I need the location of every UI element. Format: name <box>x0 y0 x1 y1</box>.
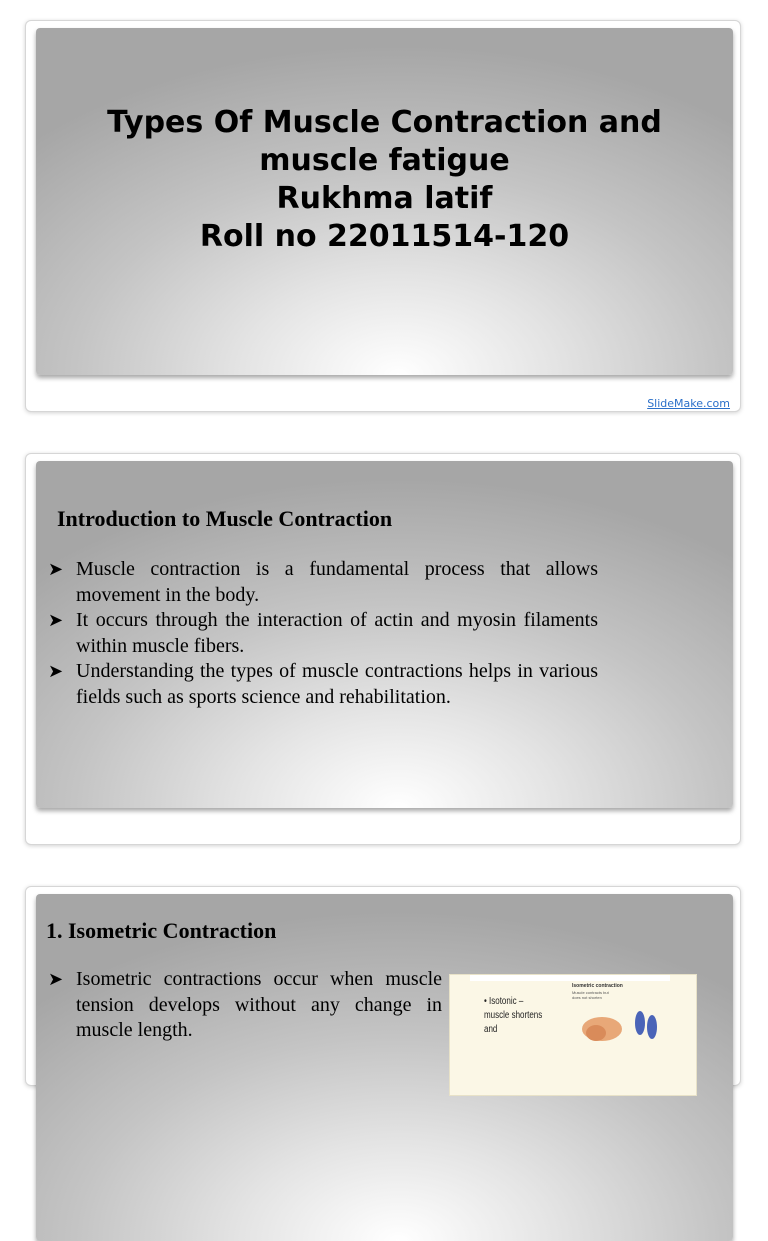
slide-title-text <box>36 104 733 256</box>
figure-header-strip <box>470 975 670 981</box>
figure-bullet-text <box>484 995 548 1037</box>
muscle-illustration-icon <box>570 997 690 1096</box>
bullet-text: It occurs through the interaction of actin and myosin filaments within muscle fibers. <box>76 609 598 657</box>
list-item <box>36 659 598 710</box>
figure-sub-caption: Muscle contracts but does not shorten <box>572 990 609 1000</box>
roll-number: Roll no 22011514-120 <box>199 219 570 254</box>
bullet-text: Understanding the types of muscle contractions helps in various fields such as sports science and rehabilitation. <box>76 660 598 708</box>
arm-muscle-shade <box>586 1025 606 1041</box>
slide-isometric <box>36 894 733 1241</box>
figure-bullet-label: Isotonic –muscle shortens and <box>484 996 543 1035</box>
list-item <box>36 557 598 608</box>
title-line-1: Types Of Muscle Contraction and <box>107 105 662 140</box>
figure-caption: Isometric contraction <box>572 983 623 989</box>
slide-title <box>36 28 733 375</box>
slide-card-introduction <box>25 453 741 845</box>
slide-introduction <box>36 461 733 808</box>
arrowhead-bullet-icon: ➤ <box>48 610 64 630</box>
author-name: Rukhma latif <box>276 181 493 216</box>
bullet-list <box>36 967 442 1044</box>
bullet-text: Isometric contractions occur when muscle tension develops without any change in muscle length. <box>76 968 442 1041</box>
list-item <box>36 608 598 659</box>
slide-heading: 1. Isometric Contraction <box>46 918 277 943</box>
muscle-contraction-figure <box>449 974 697 1096</box>
slide-card-title <box>25 20 741 412</box>
bullet-list <box>36 557 598 710</box>
slide-card-isometric <box>25 886 741 1086</box>
arrowhead-bullet-icon: ➤ <box>48 969 64 989</box>
arrowhead-bullet-icon: ➤ <box>48 661 64 681</box>
title-line-2: muscle fatigue <box>259 143 510 178</box>
bullet-text: Muscle contraction is a fundamental process that allows movement in the body. <box>76 558 598 606</box>
arrowhead-bullet-icon: ➤ <box>48 559 64 579</box>
slide-heading: Introduction to Muscle Contraction <box>57 506 393 531</box>
weight-right-plate <box>647 1015 657 1039</box>
weight-left-plate <box>635 1011 645 1035</box>
list-item <box>36 967 442 1044</box>
slidemake-watermark-link[interactable]: SlideMake.com <box>647 397 730 410</box>
figure-bullet-dot: • <box>484 996 490 1007</box>
